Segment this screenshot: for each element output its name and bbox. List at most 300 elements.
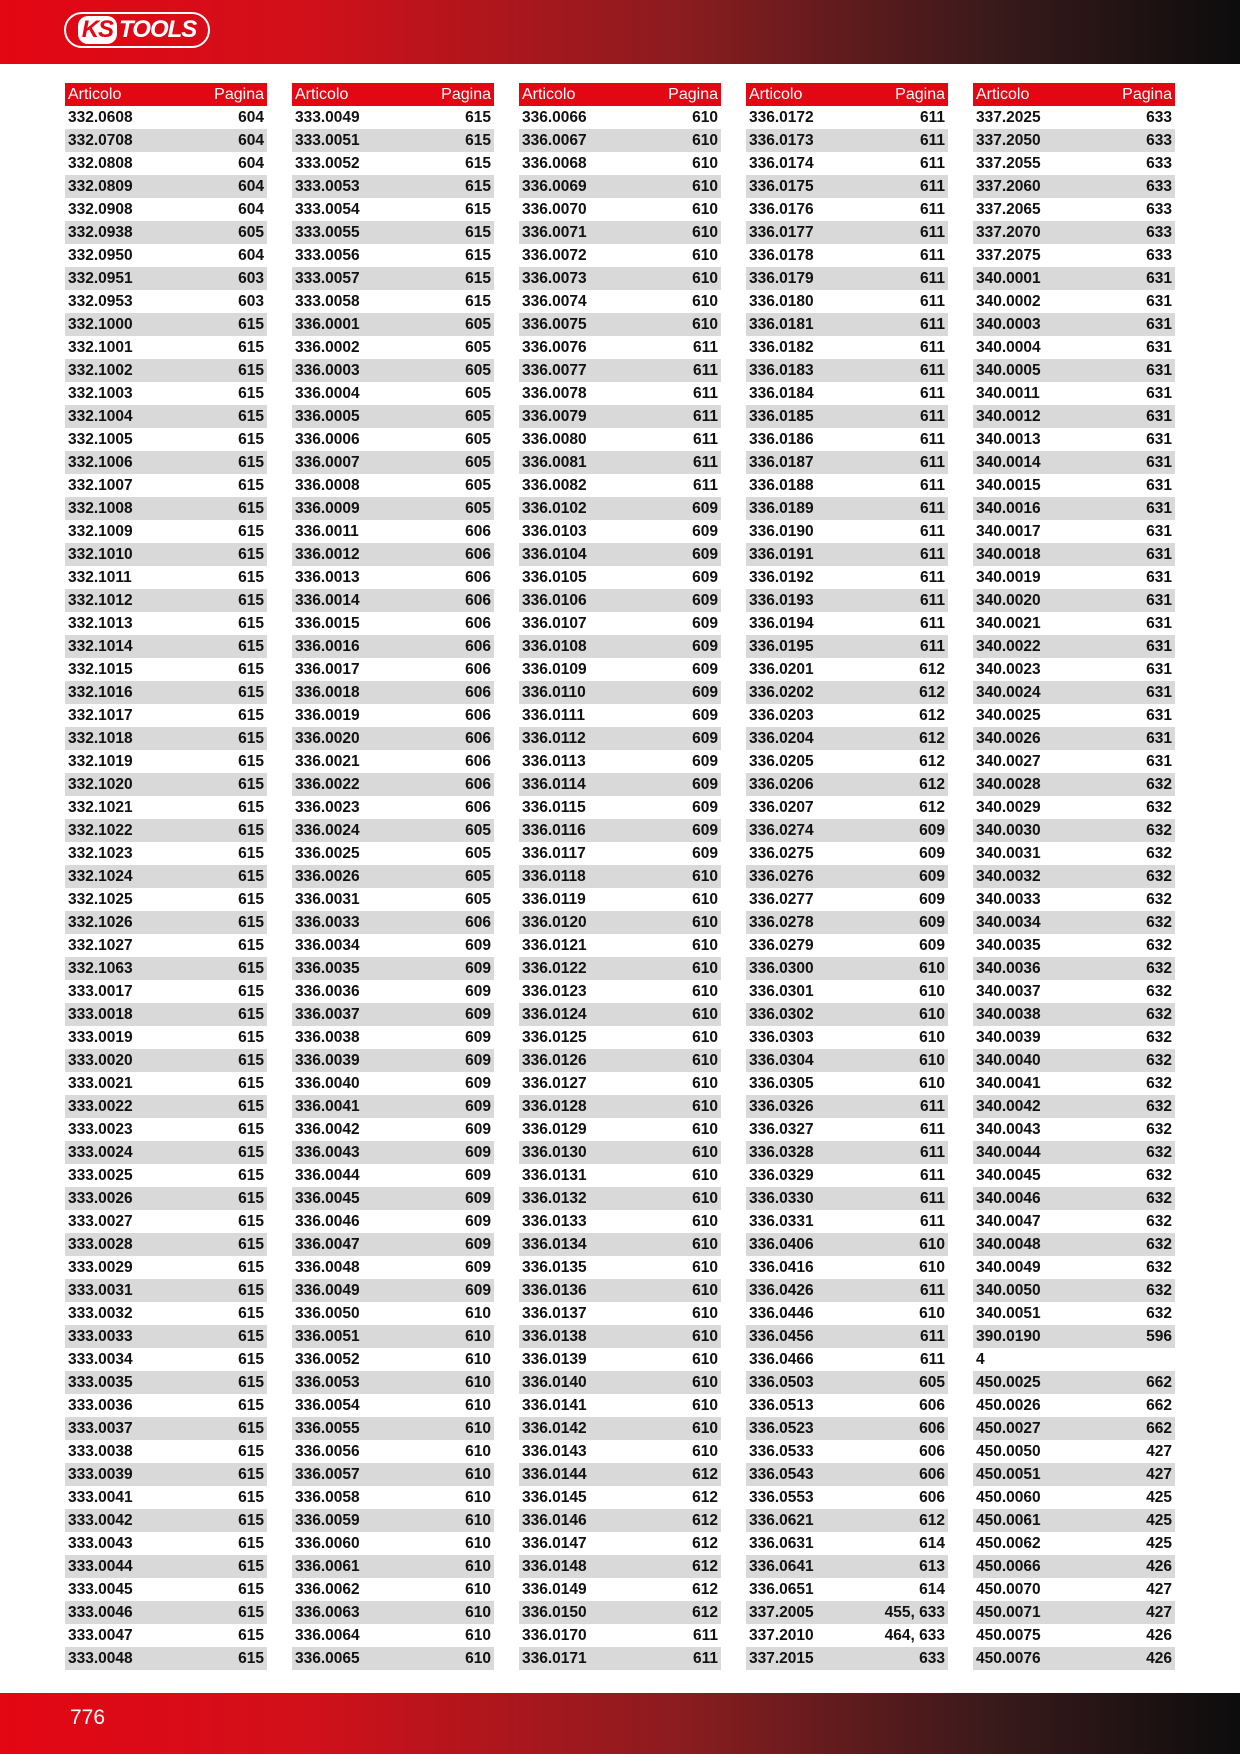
article-number: 337.2005 (746, 1601, 847, 1624)
page-reference: 631 (1146, 707, 1172, 724)
table-row (973, 221, 1175, 244)
article-number: 340.0002 (976, 293, 1041, 310)
page-reference: 609 (919, 845, 945, 862)
article-number: 336.0011 (295, 523, 359, 540)
table-row (292, 727, 494, 750)
page-reference: 632 (1146, 845, 1172, 862)
page-reference: 632 (1146, 799, 1172, 816)
table-row (519, 1417, 721, 1440)
page-reference: 612 (919, 799, 945, 816)
page-reference: 610 (919, 1305, 945, 1322)
index-column-1 (65, 83, 267, 1670)
table-row (746, 704, 948, 727)
page-reference: 609 (465, 1259, 491, 1276)
article-number: 450.0060 (976, 1489, 1041, 1506)
article-number: 336.0124 (519, 1003, 620, 1026)
article-number: 336.0066 (522, 109, 587, 126)
page-reference: 609 (465, 983, 491, 1000)
table-row (519, 152, 721, 175)
page-reference: 610 (692, 1167, 718, 1184)
page-reference: 612 (847, 773, 948, 796)
table-row (519, 244, 721, 267)
page-reference: 610 (620, 1371, 721, 1394)
page-reference: 615 (166, 359, 267, 382)
article-number: 332.1023 (68, 845, 133, 862)
table-row (519, 106, 721, 129)
page-reference: 605 (847, 1371, 948, 1394)
table-row (65, 1095, 267, 1118)
table-row (973, 1509, 1175, 1532)
table-row (973, 1256, 1175, 1279)
article-number: 336.0120 (519, 911, 620, 934)
page-reference: 609 (692, 569, 718, 586)
table-row (65, 1394, 267, 1417)
page-reference: 610 (620, 1003, 721, 1026)
table-row (65, 612, 267, 635)
page-reference: 615 (238, 1397, 264, 1414)
table-row (65, 1279, 267, 1302)
article-number: 340.0032 (973, 865, 1074, 888)
article-number: 336.0206 (746, 773, 847, 796)
table-row (746, 1394, 948, 1417)
page-reference: 632 (1074, 911, 1175, 934)
page-reference: 612 (620, 1463, 721, 1486)
table-row (973, 106, 1175, 129)
table-row (973, 888, 1175, 911)
article-number: 340.0011 (976, 385, 1040, 402)
article-number: 336.0123 (522, 983, 587, 1000)
table-row (973, 1072, 1175, 1095)
table-row (292, 1164, 494, 1187)
article-number: 332.1016 (65, 681, 166, 704)
table-row (746, 1256, 948, 1279)
article-number: 336.0071 (519, 221, 620, 244)
page-reference: 610 (465, 1627, 491, 1644)
article-number: 336.0001 (292, 313, 393, 336)
article-number: 340.0028 (973, 773, 1074, 796)
article-number: 340.0049 (976, 1259, 1041, 1276)
page-reference: 609 (393, 1233, 494, 1256)
article-number: 336.0070 (522, 201, 587, 218)
page-reference: 633 (1146, 201, 1172, 218)
page-reference: 615 (166, 1003, 267, 1026)
page-reference: 615 (166, 1509, 267, 1532)
article-number: 332.1015 (68, 661, 133, 678)
article-number: 340.0012 (973, 405, 1074, 428)
page-reference: 605 (393, 865, 494, 888)
article-number: 336.0205 (749, 753, 814, 770)
page-reference: 609 (465, 1029, 491, 1046)
article-number: 332.1013 (68, 615, 133, 632)
page-reference: 427 (1146, 1443, 1172, 1460)
page-reference: 662 (1074, 1371, 1175, 1394)
table-row (65, 1118, 267, 1141)
page-reference: 615 (238, 1305, 264, 1322)
index-table (292, 83, 494, 1670)
article-number: 450.0050 (976, 1443, 1041, 1460)
table-row (65, 221, 267, 244)
header-page: Pagina (393, 83, 494, 106)
table-row (292, 1256, 494, 1279)
page-reference: 632 (1146, 983, 1172, 1000)
table-row (65, 1003, 267, 1026)
table-row (292, 1210, 494, 1233)
table-row (519, 1187, 721, 1210)
table-row (292, 1417, 494, 1440)
page-reference: 632 (1074, 1003, 1175, 1026)
page-reference: 615 (238, 661, 264, 678)
article-number: 340.0005 (973, 359, 1074, 382)
table-row (519, 681, 721, 704)
page-reference: 609 (393, 957, 494, 980)
article-number: 336.0121 (522, 937, 587, 954)
table-row (292, 1026, 494, 1049)
page-reference: 613 (847, 1555, 948, 1578)
table-row (292, 773, 494, 796)
article-number: 340.0023 (976, 661, 1041, 678)
page-reference: 631 (1146, 753, 1172, 770)
article-number: 332.1019 (68, 753, 133, 770)
page-reference: 611 (919, 1121, 945, 1138)
page-reference: 615 (238, 1167, 264, 1184)
table-row (519, 313, 721, 336)
article-number: 336.0016 (292, 635, 393, 658)
article-number: 333.0035 (65, 1371, 166, 1394)
page-reference: 615 (465, 293, 491, 310)
page-reference: 632 (1146, 1259, 1172, 1276)
article-number: 336.0075 (519, 313, 620, 336)
page-reference: 605 (465, 845, 491, 862)
article-number: 337.2050 (973, 129, 1074, 152)
table-row (973, 405, 1175, 428)
page-reference: 610 (692, 1305, 718, 1322)
article-number: 336.0331 (749, 1213, 814, 1230)
table-row (973, 1325, 1175, 1348)
page-reference: 609 (847, 865, 948, 888)
table-row (519, 1394, 721, 1417)
page-reference: 611 (847, 1187, 948, 1210)
table-row (292, 1325, 494, 1348)
page-reference: 610 (692, 937, 718, 954)
article-number: 333.0038 (68, 1443, 133, 1460)
article-number: 336.0035 (292, 957, 393, 980)
table-row (292, 221, 494, 244)
table-row (746, 1371, 948, 1394)
page-reference: 605 (465, 891, 491, 908)
article-number: 336.0190 (749, 523, 814, 540)
article-number: 336.0301 (749, 983, 814, 1000)
table-row (519, 1302, 721, 1325)
article-number: 340.0039 (976, 1029, 1041, 1046)
table-row (65, 382, 267, 405)
table-row (65, 106, 267, 129)
article-number: 332.1026 (65, 911, 166, 934)
page-reference: 611 (847, 359, 948, 382)
article-number: 336.0112 (519, 727, 620, 750)
table-row (973, 1026, 1175, 1049)
table-row (292, 106, 494, 129)
page-reference: 606 (393, 589, 494, 612)
page-reference: 615 (238, 983, 264, 1000)
page-reference: 427 (1074, 1601, 1175, 1624)
table-row (519, 520, 721, 543)
table-row (292, 750, 494, 773)
table-row (746, 980, 948, 1003)
footer-band (0, 1693, 1240, 1754)
page-reference: 615 (166, 1647, 267, 1670)
article-number: 450.0026 (976, 1397, 1041, 1414)
page-reference: 610 (620, 1417, 721, 1440)
article-number: 336.0147 (522, 1535, 587, 1552)
page-reference: 606 (465, 707, 491, 724)
page-reference: 610 (393, 1647, 494, 1670)
page-reference: 612 (919, 661, 945, 678)
table-row (973, 1555, 1175, 1578)
page-reference: 615 (166, 1141, 267, 1164)
page-reference: 632 (1146, 1167, 1172, 1184)
index-table (65, 83, 267, 1670)
table-row (746, 198, 948, 221)
article-number: 336.0007 (292, 451, 393, 474)
page-reference: 615 (166, 635, 267, 658)
page-reference: 610 (393, 1417, 494, 1440)
page-reference: 611 (847, 175, 948, 198)
article-number: 336.0140 (519, 1371, 620, 1394)
article-number: 332.1024 (65, 865, 166, 888)
article-number: 337.2025 (976, 109, 1041, 126)
table-row (973, 750, 1175, 773)
table-row (746, 842, 948, 865)
article-number: 336.0078 (522, 385, 587, 402)
page-reference: 609 (692, 753, 718, 770)
article-number: 336.0039 (292, 1049, 393, 1072)
article-number: 336.0466 (749, 1351, 814, 1368)
page-reference: 610 (465, 1489, 491, 1506)
article-number: 336.0300 (746, 957, 847, 980)
table-row (65, 474, 267, 497)
table-row (65, 1233, 267, 1256)
article-number: 340.0029 (976, 799, 1041, 816)
page-reference: 605 (465, 339, 491, 356)
article-number: 340.0040 (973, 1049, 1074, 1072)
index-table (746, 83, 948, 1670)
page-reference: 633 (847, 1647, 948, 1670)
page-reference: 615 (166, 1279, 267, 1302)
page-reference: 606 (393, 681, 494, 704)
page-reference: 610 (620, 1095, 721, 1118)
table-row (973, 612, 1175, 635)
article-number: 336.0187 (746, 451, 847, 474)
page-reference: 610 (847, 1003, 948, 1026)
page-reference: 609 (692, 523, 718, 540)
table-row (519, 359, 721, 382)
page-reference: 615 (166, 1463, 267, 1486)
article-number: 336.0303 (749, 1029, 814, 1046)
table-row (292, 1371, 494, 1394)
page-reference: 610 (692, 293, 718, 310)
article-number: 333.0046 (65, 1601, 166, 1624)
page-reference: 631 (1074, 497, 1175, 520)
table-row (746, 1141, 948, 1164)
article-number: 336.0174 (749, 155, 814, 172)
table-header-row (519, 83, 721, 106)
page-reference: 632 (1146, 1029, 1172, 1046)
table-row (746, 1026, 948, 1049)
table-row (519, 704, 721, 727)
article-number: 336.0176 (749, 201, 814, 218)
page-reference: 605 (393, 451, 494, 474)
table-row (519, 1026, 721, 1049)
article-number: 333.0022 (65, 1095, 166, 1118)
page-reference: 611 (620, 451, 721, 474)
table-row (973, 428, 1175, 451)
page-reference: 633 (1074, 129, 1175, 152)
page-reference: 610 (692, 1075, 718, 1092)
article-number: 336.0194 (749, 615, 814, 632)
article-number: 332.1021 (68, 799, 133, 816)
article-number: 340.0034 (973, 911, 1074, 934)
table-row (973, 451, 1175, 474)
table-row (746, 244, 948, 267)
page-reference: 610 (692, 1029, 718, 1046)
page-reference: 609 (919, 937, 945, 954)
page-reference: 611 (847, 635, 948, 658)
article-number: 336.0446 (749, 1305, 814, 1322)
page-reference: 632 (1074, 865, 1175, 888)
page-reference: 610 (620, 957, 721, 980)
article-number: 336.0134 (519, 1233, 620, 1256)
page-reference: 631 (1074, 635, 1175, 658)
header-page: Pagina (1074, 83, 1175, 106)
article-number: 336.0034 (295, 937, 360, 954)
article-number: 336.0144 (519, 1463, 620, 1486)
article-number: 336.0128 (519, 1095, 620, 1118)
article-number: 332.1000 (65, 313, 166, 336)
page-reference: 612 (620, 1509, 721, 1532)
article-number: 336.0305 (749, 1075, 814, 1092)
article-number: 336.0013 (295, 569, 360, 586)
page-reference: 609 (465, 1167, 491, 1184)
article-number: 340.0036 (973, 957, 1074, 980)
page-reference: 611 (847, 1279, 948, 1302)
page-reference (1074, 1348, 1175, 1371)
page-reference: 611 (919, 431, 945, 448)
table-row (746, 566, 948, 589)
table-row (292, 681, 494, 704)
table-row (519, 543, 721, 566)
header-article: Articolo (519, 83, 620, 106)
article-number: 336.0117 (522, 845, 586, 862)
page-reference: 632 (1074, 1141, 1175, 1164)
article-number: 332.1008 (65, 497, 166, 520)
page-reference: 632 (1146, 1213, 1172, 1230)
table-row (519, 1532, 721, 1555)
table-row (973, 1302, 1175, 1325)
article-number: 340.0018 (973, 543, 1074, 566)
page-reference: 611 (847, 405, 948, 428)
table-row (519, 451, 721, 474)
page-reference: 610 (620, 267, 721, 290)
article-number: 336.0103 (522, 523, 587, 540)
table-row (65, 957, 267, 980)
table-row (519, 1486, 721, 1509)
article-number: 336.0180 (749, 293, 814, 310)
table-row (519, 750, 721, 773)
page-reference: 614 (919, 1535, 945, 1552)
article-number: 336.0178 (749, 247, 814, 264)
article-number: 336.0048 (295, 1259, 360, 1276)
table-row (519, 1325, 721, 1348)
page-reference: 609 (620, 635, 721, 658)
article-number: 332.1027 (68, 937, 133, 954)
table-row (292, 1463, 494, 1486)
table-row (519, 1003, 721, 1026)
page-reference: 605 (465, 385, 491, 402)
page-reference: 610 (919, 1259, 945, 1276)
article-number: 336.0081 (519, 451, 620, 474)
page-reference: 604 (238, 155, 264, 172)
article-number: 336.0031 (295, 891, 360, 908)
table-row (292, 1486, 494, 1509)
header-page: Pagina (847, 83, 948, 106)
article-number: 332.0938 (65, 221, 166, 244)
table-row (519, 1210, 721, 1233)
page-reference: 615 (465, 155, 491, 172)
page-reference: 611 (919, 1213, 945, 1230)
page-reference: 611 (692, 385, 718, 402)
table-row (65, 267, 267, 290)
table-row (746, 1624, 948, 1647)
table-row (519, 175, 721, 198)
table-row (65, 336, 267, 359)
article-number: 336.0304 (746, 1049, 847, 1072)
page-reference: 425 (1146, 1535, 1172, 1552)
page-reference: 615 (238, 707, 264, 724)
article-number: 336.0072 (522, 247, 587, 264)
article-number: 333.0048 (65, 1647, 166, 1670)
article-number: 336.0026 (292, 865, 393, 888)
table-row (65, 1509, 267, 1532)
article-number: 333.0049 (295, 109, 360, 126)
article-number: 336.0004 (295, 385, 360, 402)
table-row (973, 1440, 1175, 1463)
article-number: 332.1007 (68, 477, 133, 494)
table-row (519, 1440, 721, 1463)
page-reference: 615 (238, 1213, 264, 1230)
table-row (519, 1164, 721, 1187)
table-row (65, 198, 267, 221)
table-row (519, 911, 721, 934)
article-number: 333.0039 (65, 1463, 166, 1486)
page-reference: 603 (166, 267, 267, 290)
table-row (973, 1095, 1175, 1118)
table-row (519, 888, 721, 911)
page-reference: 615 (465, 201, 491, 218)
table-row (746, 1509, 948, 1532)
table-row (292, 382, 494, 405)
page-reference: 606 (847, 1463, 948, 1486)
table-row (65, 566, 267, 589)
header-page: Pagina (166, 83, 267, 106)
table-row (519, 1256, 721, 1279)
table-row (65, 980, 267, 1003)
table-row (746, 1187, 948, 1210)
page-reference: 610 (692, 155, 718, 172)
article-number: 340.0051 (976, 1305, 1041, 1322)
table-row (746, 888, 948, 911)
page-reference: 610 (620, 313, 721, 336)
page-reference: 612 (692, 1535, 718, 1552)
